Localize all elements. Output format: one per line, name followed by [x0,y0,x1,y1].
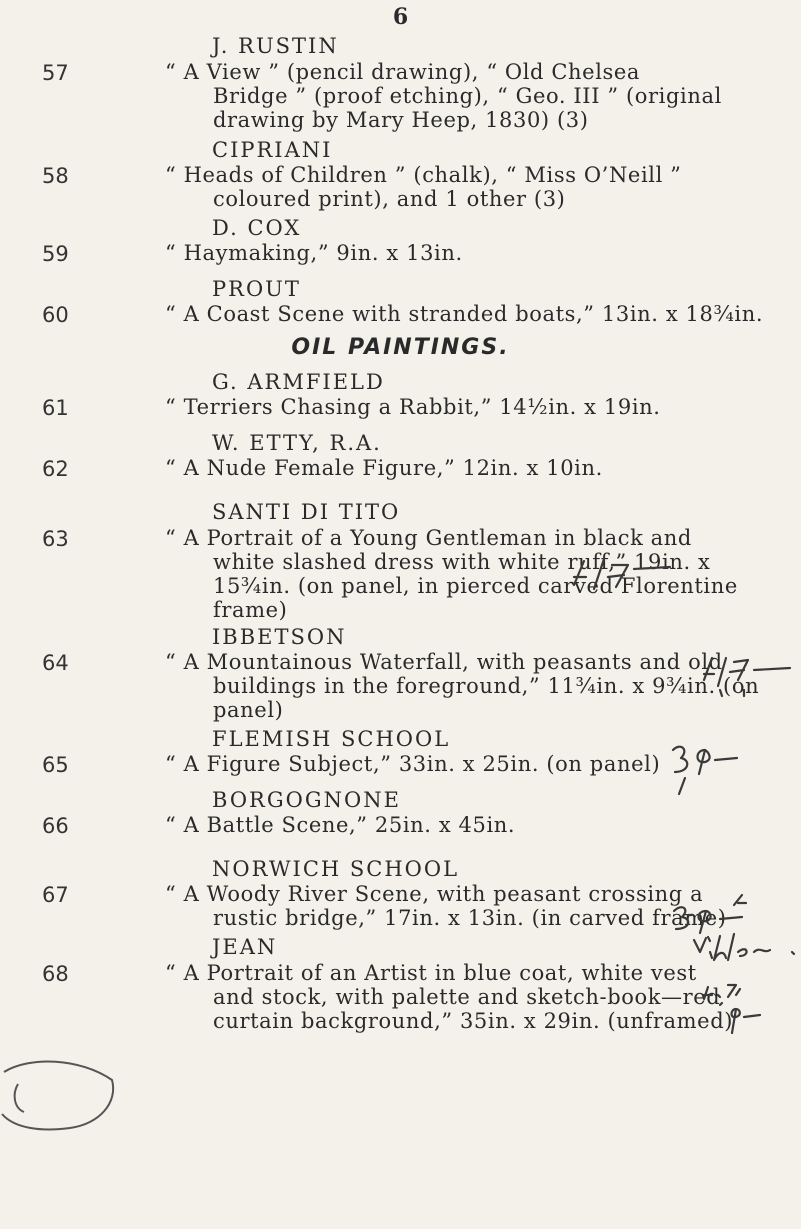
artist-name: PROUT [212,277,301,301]
lot-number: 61 [42,396,69,420]
lot-number: 63 [42,527,69,551]
lot-number: 65 [42,753,69,777]
description-line: “ A Woody River Scene, with peasant crossing a [165,882,704,906]
lot-description [165,60,765,132]
description-line: white slashed dress with white ruff,” 19in. x [213,550,711,574]
artist-name: JEAN [212,935,278,959]
lot-number: 62 [42,457,69,481]
artist-name: FLEMISH SCHOOL [212,727,451,751]
lot-description [165,526,765,622]
artist-name: NORWICH SCHOOL [212,857,460,881]
artist-name: W. ETTY, R.A. [212,431,382,455]
description-line: “ A Battle Scene,” 25in. x 45in. [165,813,516,837]
lot-number: 59 [42,242,69,266]
description-line: “ A View ” (pencil drawing), “ Old Chelsea [165,60,641,84]
description-line: “ A Mountainous Waterfall, with peasants and old [165,650,723,674]
description-line: buildings in the foreground,” 11¾in. x 9¾in. (on [213,674,760,698]
artist-name: SANTI DI TITO [212,500,401,524]
lot-number: 66 [42,814,69,838]
description-line: “ Heads of Children ” (chalk), “ Miss O’Neill ” [165,163,682,187]
description-line: “ A Portrait of an Artist in blue coat, white vest [165,961,697,985]
description-line: coloured print), and 1 other (3) [213,187,566,211]
description-line: “ A Nude Female Figure,” 12in. x 10in. [165,456,603,480]
lot-description [165,456,765,480]
description-line: “ Haymaking,” 9in. x 13in. [165,241,463,265]
description-line: panel) [213,698,284,722]
lot-number: 60 [42,303,69,327]
description-line: curtain background,” 35in. x 29in. (unframed) [213,1009,734,1033]
lot-description [165,650,765,722]
lot-description [165,163,765,211]
description-line: Bridge ” (proof etching), “ Geo. III ” (original [213,84,722,108]
artist-name: G. ARMFIELD [212,370,385,394]
artist-name: J. RUSTIN [212,34,339,58]
lot-description [165,302,765,326]
lot-number: 68 [42,962,69,986]
description-line: “ A Figure Subject,” 33in. x 25in. (on panel) [165,752,661,776]
lot-description [165,813,765,837]
artist-name: BORGOGNONE [212,788,401,812]
lot-description [165,395,765,419]
lot-description [165,882,765,930]
lot-description [165,752,765,776]
page-number: 6 [392,4,409,30]
artist-name: D. COX [212,216,302,240]
lot-number: 64 [42,651,69,675]
description-line: 15¾in. (on panel, in pierced carved Florentine [213,574,738,598]
lot-number: 58 [42,164,69,188]
artist-name: IBBETSON [212,625,347,649]
lot-number: 67 [42,883,69,907]
description-line: “ A Coast Scene with stranded boats,” 13in. x 18¾in. [165,302,764,326]
section-heading: OIL PAINTINGS. [291,335,510,360]
description-line: “ A Portrait of a Young Gentleman in black and [165,526,692,550]
handwritten-circle-mark [0,1040,120,1140]
description-line: rustic bridge,” 17in. x 13in. (in carved frame) [213,906,727,930]
description-line: “ Terriers Chasing a Rabbit,” 14½in. x 19in. [165,395,661,419]
lot-number: 57 [42,61,69,85]
description-line: drawing by Mary Heep, 1830) (3) [213,108,589,132]
lot-description [165,241,765,265]
description-line: and stock, with palette and sketch-book—red [213,985,721,1009]
description-line: frame) [213,598,288,622]
lot-description [165,961,765,1033]
artist-name: CIPRIANI [212,138,333,162]
